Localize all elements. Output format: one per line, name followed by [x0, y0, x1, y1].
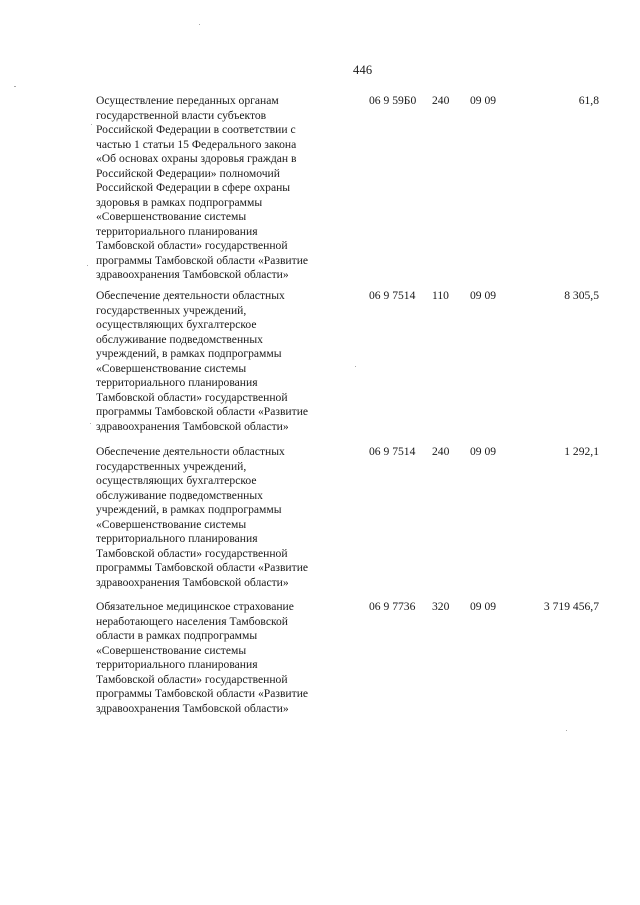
target-article-code: 06 9 7514 [369, 289, 416, 302]
section-code: 09 09 [470, 445, 497, 458]
section-code: 09 09 [470, 289, 497, 302]
amount: 61,8 [578, 94, 599, 107]
section-code: 09 09 [470, 94, 497, 107]
amount: 3 719 456,7 [543, 600, 599, 613]
budget-table [0, 94, 640, 730]
row-description: Обязательное медицинское страхование неработающего населения Тамбовской области в рамках подпрограммы «Совершенствование системы территориального планирования Тамбовской области» государственной программы Тамбовской области «Развитие здравоохранения Тамбовской области» [96, 600, 309, 715]
scan-speck [566, 730, 567, 731]
expense-type-code: 110 [432, 289, 449, 302]
table-row [0, 289, 640, 445]
table-row [0, 94, 640, 289]
expense-type-code: 240 [432, 445, 450, 458]
scan-speck [14, 86, 16, 87]
table-row [0, 445, 640, 600]
expense-type-code: 240 [432, 94, 450, 107]
row-description: Обеспечение деятельности областных государственных учреждений, осуществляющих бухгалтерское обслуживание подведомственных учреждений, в рамках подпрограммы «Совершенствование системы территориального планирования Тамбовской области» государственной программы Тамбовской области «Развитие здравоохранения Тамбовской области» [96, 445, 309, 589]
target-article-code: 06 9 59Б0 [369, 94, 417, 107]
scan-speck [199, 24, 200, 25]
scan-speck [91, 124, 92, 125]
row-description: Обеспечение деятельности областных государственных учреждений, осуществляющих бухгалтерское обслуживание подведомственных учреждений, в рамках подпрограммы «Совершенствование системы территориального планирования Тамбовской области» государственной программы Тамбовской области «Развитие здравоохранения Тамбовской области» [96, 289, 309, 433]
scan-speck [87, 265, 88, 266]
section-code: 09 09 [470, 600, 497, 613]
page-number: 446 [353, 63, 373, 77]
table-row [0, 600, 640, 730]
amount: 8 305,5 [564, 289, 599, 302]
scan-speck [90, 423, 91, 424]
target-article-code: 06 9 7736 [369, 600, 416, 613]
target-article-code: 06 9 7514 [369, 445, 416, 458]
scan-speck [355, 366, 356, 367]
row-description: Осуществление переданных органам государственной власти субъектов Российской Федерации в соответствии с частью 1 статьи 15 Федерального закона «Об основах охраны здоровья граждан в Российской Федерации» полномочий Российской Федерации в сфере охраны здоровья в рамках подпрограммы «Совершенствование системы территориального планирования Тамбовской области» государственной программы Тамбовской области «Развитие здравоохранения Тамбовской области» [96, 94, 309, 281]
expense-type-code: 320 [432, 600, 450, 613]
amount: 1 292,1 [564, 445, 599, 458]
